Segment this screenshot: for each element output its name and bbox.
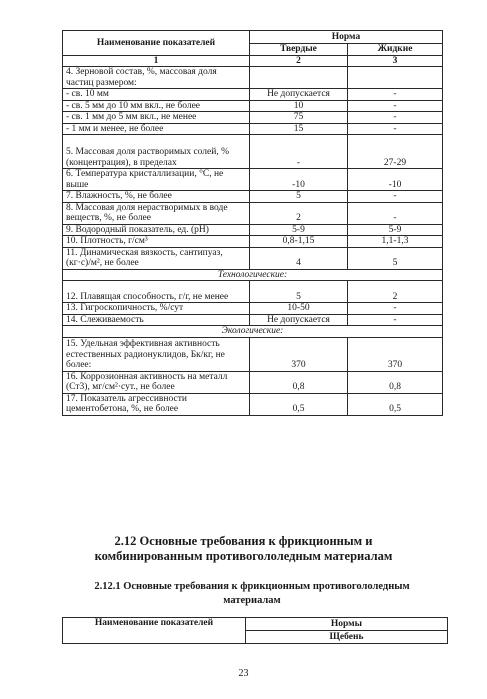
section-title-line-2: комбинированным противогололедным материалам xyxy=(94,549,393,563)
table-row xyxy=(63,100,443,112)
solid-value: 5 xyxy=(250,281,348,303)
indicator-name: 9. Водородный показатель, ед. (pH) xyxy=(63,224,250,236)
indicator-name: 6. Температура кристаллизации, °С, не выше xyxy=(63,169,250,191)
liquid-value: - xyxy=(348,89,443,101)
table-subheader-row xyxy=(63,269,443,281)
liquid-value: - xyxy=(348,100,443,112)
solid-value xyxy=(250,67,348,89)
liquid-value: -10 xyxy=(348,169,443,191)
solid-value: 5 xyxy=(250,191,348,203)
friction-materials-table xyxy=(62,617,448,644)
indicator-name: 8. Массовая доля нерастворимых в воде веществ, %, не более xyxy=(63,202,250,224)
indicator-name: 17. Показатель агрессивности цементобетона, %, не более xyxy=(63,393,250,415)
indicator-name: 5. Массовая доля растворимых солей, % (концентрация), в пределах xyxy=(63,135,250,169)
small-header-name: Наименование показателей xyxy=(63,618,246,644)
table-row xyxy=(63,247,443,269)
solid-value: -10 xyxy=(250,169,348,191)
indicator-name: - 1 мм и менее, не более xyxy=(63,123,250,135)
liquid-value: 0,5 xyxy=(348,393,443,415)
liquid-value: 27-29 xyxy=(348,135,443,169)
table-row xyxy=(63,112,443,124)
liquid-value: - xyxy=(348,314,443,326)
solid-value: 10-50 xyxy=(250,303,348,315)
liquid-value xyxy=(348,67,443,89)
solid-value: 370 xyxy=(250,337,348,371)
table-row xyxy=(63,224,443,236)
header-norm: Норма xyxy=(250,31,443,44)
solid-value: 15 xyxy=(250,123,348,135)
page-number: 23 xyxy=(238,668,249,679)
specifications-table xyxy=(62,30,443,416)
header-solid: Твердые xyxy=(250,44,348,56)
solid-value: Не допускается xyxy=(250,314,348,326)
solid-value: 2 xyxy=(250,202,348,224)
table-row xyxy=(63,169,443,191)
liquid-value: 2 xyxy=(348,281,443,303)
table-row xyxy=(63,123,443,135)
liquid-value: - xyxy=(348,112,443,124)
table-row xyxy=(63,281,443,303)
indicator-name: 14. Слеживаемость xyxy=(63,314,250,326)
indicator-name: 16. Коррозионная активность на металл (Ст3), мг/см²·сут., не более xyxy=(63,371,250,393)
solid-value: 10 xyxy=(250,100,348,112)
category-label: Экологические: xyxy=(63,326,443,338)
header-num-3: 3 xyxy=(348,55,443,67)
table-row xyxy=(63,236,443,248)
category-label: Технологические: xyxy=(63,269,443,281)
solid-value: - xyxy=(250,135,348,169)
header-num-1: 1 xyxy=(63,55,250,67)
header-liquid: Жидкие xyxy=(348,44,443,56)
table-row xyxy=(63,67,443,89)
solid-value: 0,8 xyxy=(250,371,348,393)
solid-value: 75 xyxy=(250,112,348,124)
indicator-name: - св. 10 мм xyxy=(63,89,250,101)
liquid-value: - xyxy=(348,123,443,135)
subsection-title-line-1: 2.12.1 Основные требования к фрикционным противогололедным xyxy=(94,581,410,592)
indicator-name: - св. 1 мм до 5 мм вкл., не менее xyxy=(63,112,250,124)
solid-value: Не допускается xyxy=(250,89,348,101)
small-header-norms: Нормы xyxy=(246,618,448,631)
indicator-name: 10. Плотность, г/см³ xyxy=(63,236,250,248)
liquid-value: 0,8 xyxy=(348,371,443,393)
subsection-title-line-2: материалам xyxy=(223,595,281,606)
indicator-name: 12. Плавящая способность, г/г, не менее xyxy=(63,281,250,303)
liquid-value: - xyxy=(348,191,443,203)
liquid-value: 1,1-1,3 xyxy=(348,236,443,248)
liquid-value: 5-9 xyxy=(348,224,443,236)
header-num-2: 2 xyxy=(250,55,348,67)
indicator-name: 15. Удельная эффективная активность естественных радионуклидов, Бк/кг, не более: xyxy=(63,337,250,371)
table-row xyxy=(63,371,443,393)
table-body xyxy=(63,67,443,416)
table-row xyxy=(63,135,443,169)
table-row xyxy=(63,337,443,371)
header-name-column: Наименование показателей xyxy=(63,31,250,56)
table-row xyxy=(63,393,443,415)
liquid-value: - xyxy=(348,303,443,315)
solid-value: 4 xyxy=(250,247,348,269)
section-title-line-1: 2.12 Основные требования к фрикционным и xyxy=(114,534,373,548)
indicator-name: 4. Зерновой состав, %, массовая доля частиц размером: xyxy=(63,67,250,89)
table-row xyxy=(63,314,443,326)
indicator-name: 7. Влажность, %, не более xyxy=(63,191,250,203)
liquid-value: 370 xyxy=(348,337,443,371)
solid-value: 0,5 xyxy=(250,393,348,415)
solid-value: 5-9 xyxy=(250,224,348,236)
table-row xyxy=(63,89,443,101)
solid-value: 0,8-1,15 xyxy=(250,236,348,248)
table-row xyxy=(63,202,443,224)
liquid-value: 5 xyxy=(348,247,443,269)
indicator-name: - св. 5 мм до 10 мм вкл., не более xyxy=(63,100,250,112)
liquid-value: - xyxy=(348,202,443,224)
indicator-name: 11. Динамическая вязкость, сантипуаз, (кг·с)/м², не более xyxy=(63,247,250,269)
small-header-gravel: Щебень xyxy=(246,631,448,644)
table-row xyxy=(63,303,443,315)
indicator-name: 13. Гигроскопичность, %/сут xyxy=(63,303,250,315)
table-row xyxy=(63,191,443,203)
table-subheader-row xyxy=(63,326,443,338)
